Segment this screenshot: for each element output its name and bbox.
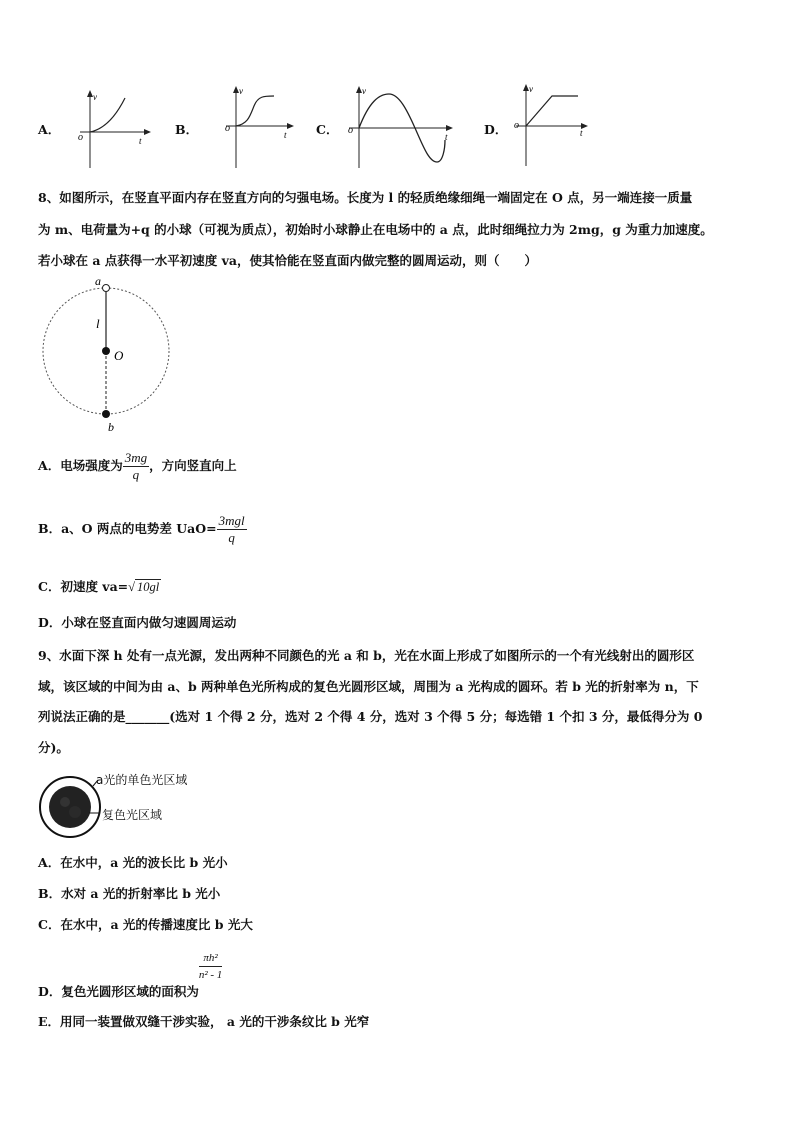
q8-line3: 若小球在 a 点获得一水平初速度 va，使其恰能在竖直面内做完整的圆周运动，则（ ） [38, 253, 538, 268]
graph-a [75, 88, 155, 170]
graph-d-letter: D． [484, 122, 508, 137]
graph-b-ylabel: v [239, 86, 243, 96]
q9-line3: 列说法正确的是_______(选对 1 个得 2 分，选对 2 个得 4 分，选对 3 个得 5 分；每选错 1 个扣 3 分，最低得分为 0 [38, 709, 703, 724]
graph-c [345, 84, 457, 170]
q9-option-e: E．用同一装置做双缝干涉实验， a 光的干涉条纹比 b 光窄 [38, 1014, 370, 1029]
q8-optB-fraction [217, 513, 247, 546]
q8-optA-pre: A．电场强度为 [38, 458, 123, 473]
graph-b-xlabel: t [284, 130, 287, 140]
q8-option-a [38, 450, 237, 483]
graph-b-letter: B． [175, 122, 199, 137]
graph-a-xlabel: t [139, 136, 142, 146]
q8-optA-fraction [123, 450, 149, 483]
graph-c-letter: C． [316, 122, 339, 137]
graph-d-xlabel: t [580, 128, 583, 138]
q8-optA-post: ，方向竖直向上 [149, 458, 237, 473]
q9-line1: 9、水面下深 h 处有一点光源，发出两种不同颜色的光 a 和 b，光在水面上形成了如图所示的一个有光线射出的圆形区 [38, 648, 695, 663]
fig-label-l: l [96, 316, 100, 331]
q9-line2: 域，该区域的中间为由 a、b 两种单色光所构成的复色光圆形区域，周围为 a 光构成的圆环。若 b 光的折射率为 n，下 [38, 679, 699, 694]
graph-a-ylabel: v [93, 92, 97, 102]
graph-b-origin: o [225, 123, 230, 134]
q9-optD-den: n² - 1 [198, 969, 223, 981]
fig-label-O: O [114, 348, 124, 363]
q8-option-d: D．小球在竖直面内做匀速圆周运动 [38, 615, 237, 630]
q9-optD-pre: D．复色光圆形区域的面积为 [38, 984, 199, 999]
q8-optA-num: 3mg [124, 450, 148, 465]
q8-option-c [38, 577, 161, 595]
q9-optD-fraction [199, 950, 222, 983]
q8-optB-pre: B．a、O 两点的电势差 UaO= [38, 521, 217, 536]
q8-line1: 8、如图所示，在竖直平面内存在竖直方向的匀强电场。长度为 l 的轻质绝缘细绳一端固定在 O 点，另一端连接一质量 [38, 190, 693, 205]
q8-optC-sqrt: √ 10gl [128, 580, 160, 594]
graph-d-ylabel: v [529, 84, 533, 94]
q9-line4: 分)。 [38, 740, 69, 755]
q8-circle-figure [36, 276, 176, 436]
graph-c-xlabel: t [445, 132, 448, 142]
q9-fig-label-ring: a光的单色光区域 [96, 773, 188, 787]
graph-c-origin: o [348, 125, 353, 136]
q8-line2: 为 m、电荷量为+q 的小球（可视为质点），初始时小球静止在电场中的 a 点，此时细绳拉力为 2mg，g 为重力加速度。 [38, 222, 713, 237]
q9-optD-num: πh² [199, 950, 222, 967]
graph-a-origin: o [78, 132, 83, 143]
q8-optC-pre: C．初速度 va= [38, 579, 129, 594]
q8-option-b [38, 513, 247, 546]
q9-option-b: B．水对 a 光的折射率比 b 光小 [38, 886, 221, 901]
graph-d-origin: o [514, 120, 519, 131]
q8-optB-den: q [228, 530, 235, 545]
q9-option-a: A．在水中，a 光的波长比 b 光小 [38, 855, 228, 870]
q8-optB-num: 3mgl [218, 513, 245, 528]
fig-label-b: b [108, 420, 114, 434]
q9-fig-label-center: 复色光区域 [102, 808, 163, 822]
q8-optA-den: q [132, 467, 140, 482]
q8-optC-rad: 10gl [137, 580, 160, 594]
q9-option-c: C．在水中，a 光的传播速度比 b 光大 [38, 917, 253, 932]
graph-b [222, 84, 298, 170]
graph-d [512, 82, 592, 168]
graph-a-letter: A． [38, 122, 61, 137]
graph-c-ylabel: v [362, 86, 366, 96]
fig-label-a: a [95, 276, 101, 288]
q9-option-d [38, 950, 222, 1000]
